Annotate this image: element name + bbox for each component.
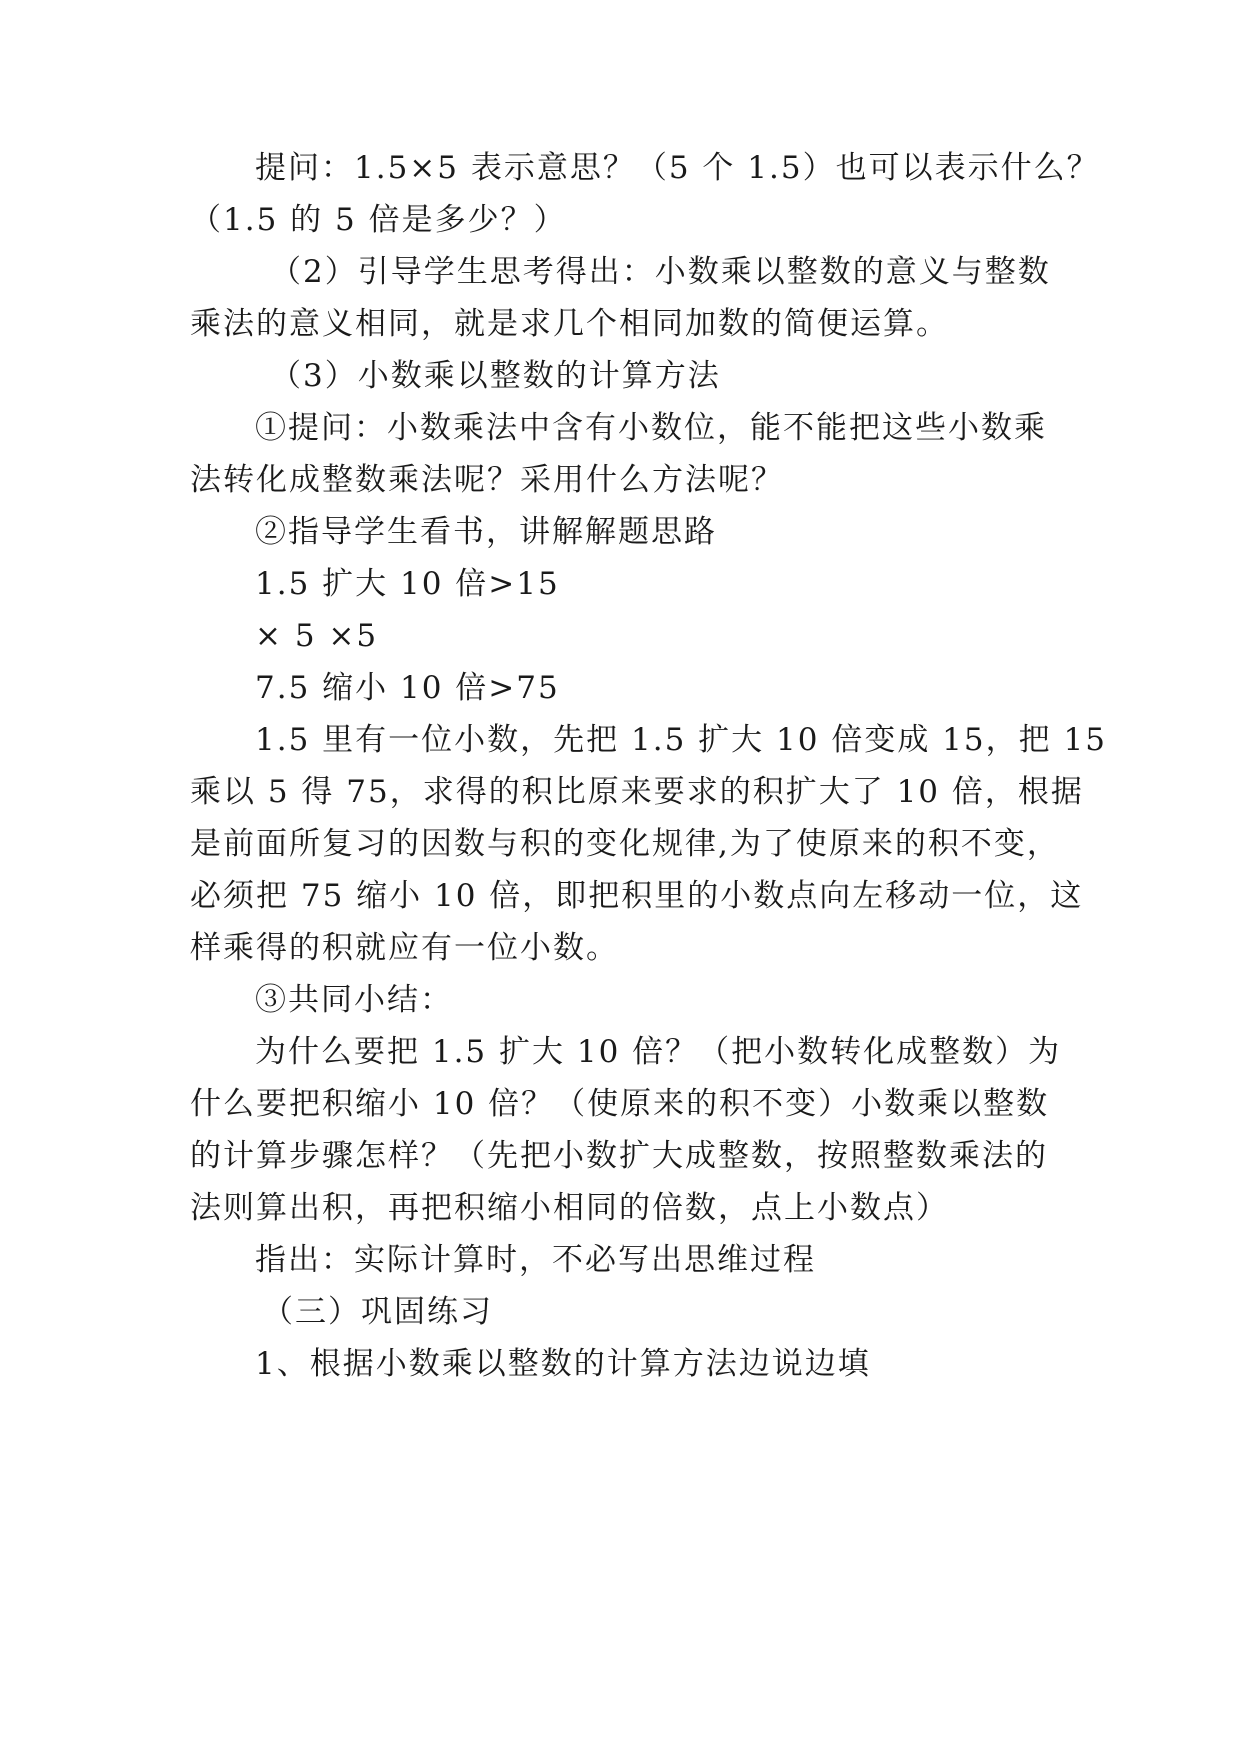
text-line: 乘以 5 得 75，求得的积比原来要求的积扩大了 10 倍，根据 (190, 774, 1084, 810)
text-line: ③共同小结： (255, 982, 453, 1018)
text-line: 法则算出积，再把积缩小相同的倍数，点上小数点） (190, 1190, 949, 1226)
text-line: 样乘得的积就应有一位小数。 (190, 930, 619, 966)
text-line: 的计算步骤怎样？（先把小数扩大成整数，按照整数乘法的 (190, 1138, 1048, 1174)
text-line: 法转化成整数乘法呢？采用什么方法呢？ (190, 462, 784, 498)
text-line: 7.5 缩小 10 倍>75 (255, 670, 560, 706)
section-heading: （三）巩固练习 (262, 1294, 493, 1330)
text-line: 1.5 里有一位小数，先把 1.5 扩大 10 倍变成 15，把 15 (255, 722, 1107, 758)
text-line: 是前面所复习的因数与积的变化规律,为了使原来的积不变， (190, 826, 1060, 862)
text-line: 为什么要把 1.5 扩大 10 倍？（把小数转化成整数）为 (255, 1034, 1062, 1070)
text-line: × 5 ×5 (255, 618, 379, 654)
text-line: ②指导学生看书，讲解解题思路 (255, 514, 717, 550)
text-line: （2）引导学生思考得出：小数乘以整数的意义与整数 (270, 254, 1051, 290)
text-line: 指出：实际计算时，不必写出思维过程 (255, 1242, 816, 1278)
text-line: 1、根据小数乘以整数的计算方法边说边填 (255, 1346, 871, 1382)
text-line: 1.5 扩大 10 倍>15 (255, 566, 560, 602)
text-line: ①提问：小数乘法中含有小数位，能不能把这些小数乘 (255, 410, 1047, 446)
text-line: 乘法的意义相同，就是求几个相同加数的简便运算。 (190, 306, 949, 342)
text-line: 必须把 75 缩小 10 倍，即把积里的小数点向左移动一位，这 (190, 878, 1084, 914)
text-line: （1.5 的 5 倍是多少？） (190, 202, 567, 238)
text-line: （3）小数乘以整数的计算方法 (270, 358, 721, 394)
text-line: 提问：1.5×5 表示意思？（5 个 1.5）也可以表示什么？ (255, 150, 1100, 186)
text-line: 什么要把积缩小 10 倍？（使原来的积不变）小数乘以整数 (190, 1086, 1050, 1122)
